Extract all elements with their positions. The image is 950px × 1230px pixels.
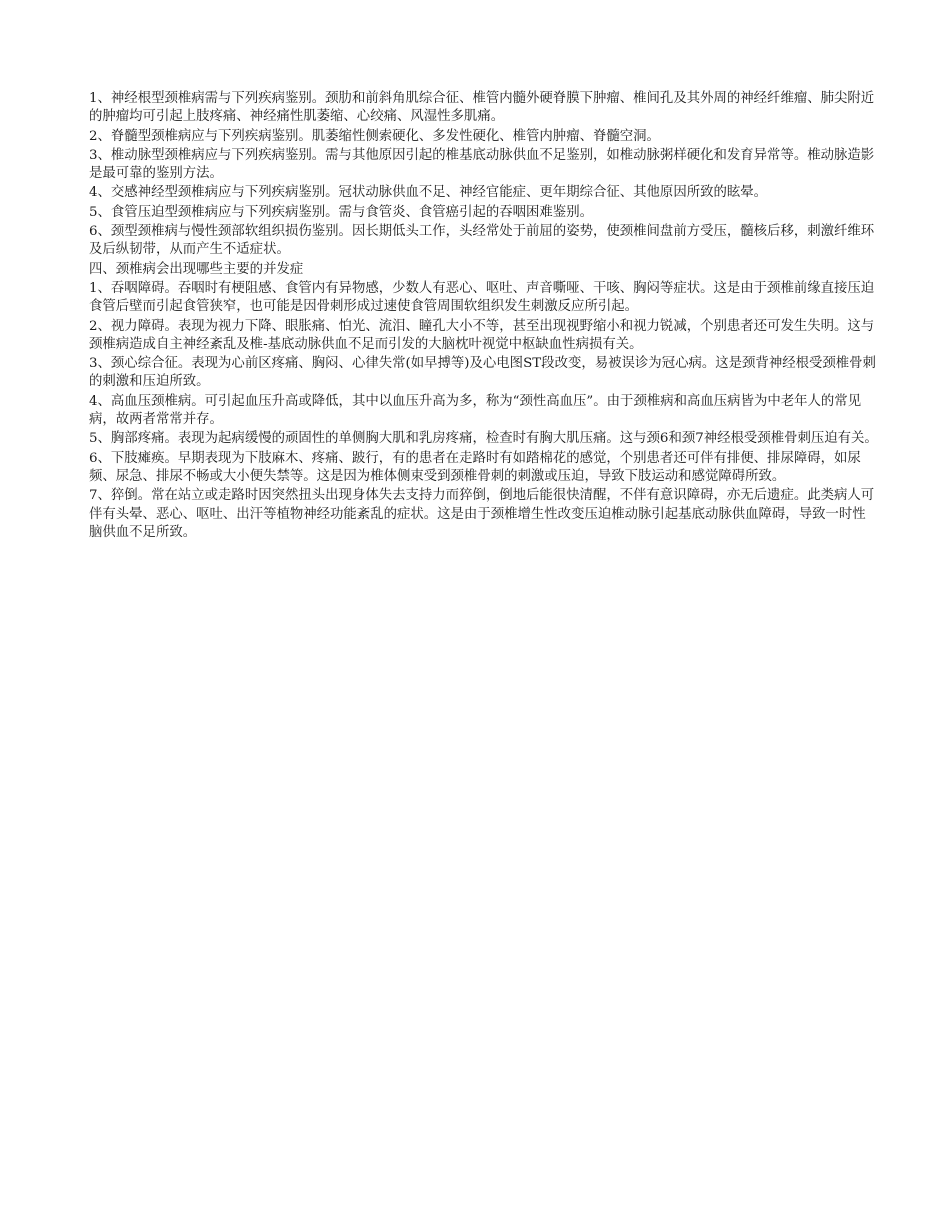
paragraph-10: 4、高血压颈椎病。可引起血压升高或降低，其中以血压升高为多，称为“颈性高血压”。由于颈椎病和高血压病皆为中老年人的常见病，故两者常常并存。 [89, 393, 862, 428]
paragraph-7: 1、吞咽障碍。吞咽时有梗阻感、食管内有异物感，少数人有恶心、呕吐、声音嘶哑、干咳、胸闷等症状。这是由于颈椎前缘直接压迫食管后壁而引起食管狭窄，也可能是因骨刺形成过速使食管周围软组织发生刺激反应所引起。 [89, 280, 875, 315]
paragraph-5: 5、食管压迫型颈椎病应与下列疾病鉴别。需与食管炎、食管癌引起的吞咽困难鉴别。 [89, 204, 593, 220]
paragraph-8: 2、视力障碍。表现为视力下降、眼胀痛、怕光、流泪、瞳孔大小不等，甚至出现视野缩小和视力锐减，个别患者还可发生失明。这与颈椎病造成自主神经紊乱及椎-基底动脉供血不足而引发的大脑枕叶视觉中枢缺血性病损有关。 [89, 318, 875, 352]
paragraph-11: 5、胸部疼痛。表现为起病缓慢的顽固性的单侧胸大肌和乳房疼痛，检查时有胸大肌压痛。这与颈6和颈7神经根受颈椎骨刺压迫有关。 [89, 431, 878, 447]
paragraph-9: 3、颈心综合征。表现为心前区疼痛、胸闷、心律失常(如早搏等)及心电图ST段改变，易被误诊为冠心病。这是颈背神经根受颈椎骨刺的刺激和压迫所致。 [89, 356, 876, 390]
paragraph-6: 6、颈型颈椎病与慢性颈部软组织损伤鉴别。因长期低头工作，头经常处于前屈的姿势，使颈椎间盘前方受压，髓核后移，刺激纤维环及后纵韧带，从而产生不适症状。 [89, 224, 875, 258]
paragraph-2: 2、脊髓型颈椎病应与下列疾病鉴别。肌萎缩性侧索硬化、多发性硬化、椎管内肿瘤、脊髓空洞。 [89, 128, 660, 144]
paragraph-1: 1、神经根型颈椎病需与下列疾病鉴别。颈肋和前斜角肌综合征、椎管内髓外硬脊膜下肿瘤、椎间孔及其外周的神经纤维瘤、肺尖附近的肿瘤均可引起上肢疼痛、神经痛性肌萎缩、心绞痛、风湿性多肌痛。 [89, 91, 875, 125]
paragraph-4: 4、交感神经型颈椎病应与下列疾病鉴别。冠状动脉供血不足、神经官能症、更年期综合征、其他原因所致的眩晕。 [89, 185, 768, 201]
document-body [89, 90, 879, 542]
paragraph-13: 7、猝倒。常在站立或走路时因突然扭头出现身体失去支持力而猝倒，倒地后能很快清醒，不伴有意识障碍，亦无后遗症。此类病人可伴有头晕、恶心、呕吐、出汗等植物神经功能紊乱的症状。这是由于颈椎增生性改变压迫椎动脉引起基底动脉供血障碍，导致一时性脑供血不足所致。 [89, 488, 875, 540]
section-heading: 四、颈椎病会出现哪些主要的并发症 [89, 261, 304, 277]
paragraph-3: 3、椎动脉型颈椎病应与下列疾病鉴别。需与其他原因引起的椎基底动脉供血不足鉴别，如椎动脉粥样硬化和发育异常等。椎动脉造影是最可靠的鉴别方法。 [89, 147, 875, 182]
paragraph-12: 6、下肢瘫痪。早期表现为下肢麻木、疼痛、跛行，有的患者在走路时有如踏棉花的感觉，个别患者还可伴有排便、排尿障碍，如尿频、尿急、排尿不畅或大小便失禁等。这是因为椎体侧束受到颈椎骨刺的刺激或压迫，导致下肢运动和感觉障碍所致。 [89, 450, 861, 484]
